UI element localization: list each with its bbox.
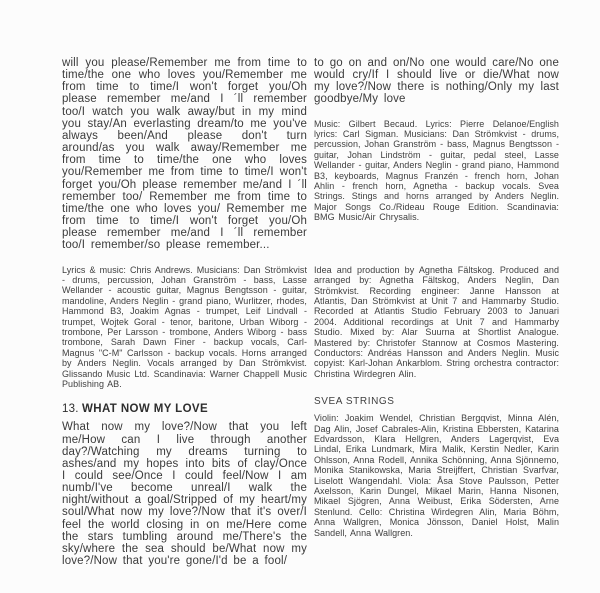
track-13-number: 13.: [62, 403, 79, 416]
what-now-my-love-credits: Music: Gilbert Becaud. Lyrics: Pierre Delanoe/English lyrics: Carl Sigman. Musicians: Dan Strömkvist - drums, percussion, Johan Granström - bass, Magnus Bengtsson - guitar, Johan Lindström - guitar, pedal steel, Lasse Wellander - guitar, Anders Neglin - grand piano, Hammond B3, keyboards, Magnus Franzén - french horn, Johan Ahlin - french horn, Agnetha - backup vocals. Svea Strings. Stings and horns arranged by Anders Neglin. Major Songs Co./Rideau Rouge Edition. Scandinavia: BMG Music/Air Chrysalis.: [314, 118, 559, 223]
svea-strings-heading: SVEA STRINGS: [314, 396, 395, 408]
production-credits: Idea and production by Agnetha Fältskog. Produced and arranged by: Agnetha Fältskog, Anders Neglin, Dan Strömkvist. Recording engineer: Janne Hansson at Atlantis, Dan Strömkvist at Unit 7 and Hammarby Studio. Recorded at Atlantis Studio February 2003 to Januari 2004. Additional recordings at Unit 7 and Hammarby Studio. Mixed by: Alar Suurna at Shortlist Analogue. Mastered by: Christofer Stannow at Cosmos Mastering. Conductors: Andréas Hansson and Anders Neglin. Music copyist: Karl-Johan Ankarblom. String orchestra contractor: Christina Wirdegren Alin.: [314, 264, 559, 379]
track-13-title: WHAT NOW MY LOVE: [82, 403, 209, 416]
remember-me-lyrics-continued: will you please/Remember me from time to time/the one who loves you/Remember me from time to time/I won't forget you/Oh please remember me/and I ´ll remember too/I watch you walk away/but in my mind you stay/An everlasting dream/to me you've always been/And please don't turn around/as you walk away/Remember me from time to time/the one who loves you/Remember me from time to time/I won't forget you/Oh please remember me/and I ´ll remember too/ Remember me from time to time/the one who loves you/ Remember me from time to time/I won't forget you/Oh please remember me/and I ´ll remember too/I remember/so please remember...: [62, 57, 307, 252]
track-13-heading: [62, 403, 307, 416]
what-now-my-love-lyrics-part2: to go on and on/No one would care/No one would cry/If I should live or die/What now my love?/Now there is nothing/Only my last goodbye/My love: [314, 57, 559, 106]
left-column: [62, 57, 307, 567]
what-now-my-love-lyrics-part1: What now my love?/Now that you left me/How can I live through another day?/Watching my dreams turning to ashes/and my hopes into bits of clay/Once I could see/Once I could feel/Now I am numb/I've become unreal/I walk the night/without a goal/Stripped of my heart/my soul/What now my love?/Now that it's over/I feel the world closing in on me/Here come the stars tumbling around me/There's the sky/where the sea should be/What now my love?/Now that you're gone/I'd be a fool/: [62, 421, 307, 568]
remember-me-credits: Lyrics & music: Chris Andrews. Musicians: Dan Strömkvist - drums, percussion, Johan Granström - bass, Lasse Wellander - acoustic guitar, Magnus Bengtsson - guitar, mandoline, Anders Neglin - grand piano, Wurlitzer, rhodes, Hammond B3, Joakim Agnas - trumpet, Leif Lindvall - trumpet, Wojtek Goral - tenor, baritone, Urban Wiborg - trombone, Per Larsson - trombone, Anders Wiborg - bass trombone, Sarah Dawn Finer - backup vocals, Carl-Magnus "C-M" Carlsson - backup vocals. Horns arranged by Anders Neglin. Vocals arranged by Dan Strömkvist. Glissando Music Ltd. Scandinavia: Warner Chappell Music Publishing AB.: [62, 264, 307, 389]
svea-strings-members: Violin: Joakim Wendel, Christian Bergqvist, Minna Alén, Dag Alin, Josef Cabrales-Alin, Kristina Ebbersten, Katarina Edvardsson, Klara Hellgren, Anders Lagerqvist, Eva Lindal, Erika Lundmark, Mira Malik, Kerstin Nedler, Karin Ohlsson, Anna Rodell, Annika Schönning, Anna Sjönnemo, Monika Stanikowska, Maria Streijffert, Christian Svarfvar, Liselott Wangendahl. Viola: Åsa Stove Paulsson, Petter Axelsson, Karin Dungel, Mikael Marin, Hanna Nisonen, Mikael Sjögren, Anna Weibust, Erika Södersten, Arne Stenlund. Cello: Christina Wirdegren Alin, Maria Böhm, Anna Wallgren, Monica Jönsson, Daniel Holst, Malin Sandell, Anna Wallgren.: [314, 413, 559, 538]
right-column: [314, 57, 559, 538]
